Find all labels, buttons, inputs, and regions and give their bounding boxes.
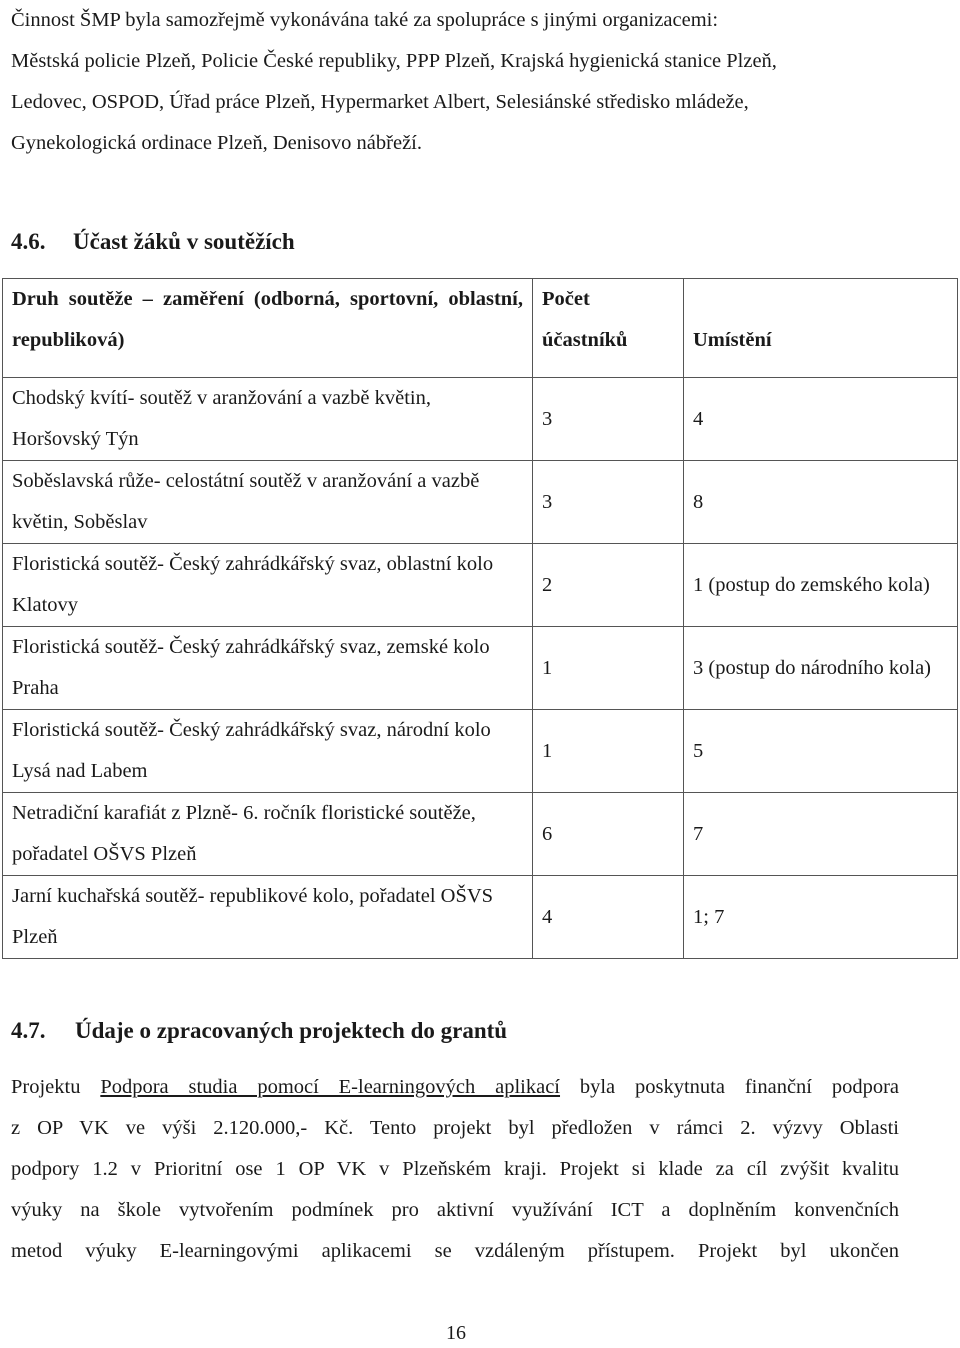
placement: 1; 7: [684, 876, 958, 959]
project-name-link[interactable]: Podpora studia pomocí E-learningových aplikací: [100, 1076, 561, 1098]
section-title: Údaje o zpracovaných projektech do grantů: [75, 1018, 508, 1043]
placement: 1 (postup do zemského kola): [684, 544, 958, 627]
section-number: 4.7.: [11, 1018, 46, 1043]
competition-name: Soběslavská růže- celostátní soutěž v aranžování a vazbě květin, Soběslav: [3, 461, 533, 544]
competitions-table: [2, 278, 958, 959]
placement: 4: [684, 378, 958, 461]
competition-name: Floristická soutěž- Český zahrádkářský svaz, zemské kolo Praha: [3, 627, 533, 710]
participant-count: 3: [533, 461, 684, 544]
participant-count: 6: [533, 793, 684, 876]
competition-name: Jarní kuchařská soutěž- republikové kolo, pořadatel OŠVS Plzeň: [3, 876, 533, 959]
table-row: [3, 461, 958, 544]
table-row: [3, 627, 958, 710]
competition-name: Netradiční karafiát z Plzně- 6. ročník floristické soutěže, pořadatel OŠVS Plzeň: [3, 793, 533, 876]
grant-line1-suffix: byla poskytnuta finanční podpora: [560, 1076, 900, 1098]
placement: 5: [684, 710, 958, 793]
participant-count: 4: [533, 876, 684, 959]
section-title: Účast žáků v soutěžích: [73, 229, 295, 254]
table-row: [3, 876, 958, 959]
table-row: [3, 378, 958, 461]
grant-line: výuky na škole vytvořením podmínek pro aktivní využívání ICT a doplněním konvenčních: [11, 1199, 899, 1221]
header-placement: [684, 279, 958, 378]
section-heading-competitions: [11, 229, 295, 255]
participant-count: 2: [533, 544, 684, 627]
header-competition-type: Druh soutěže – zaměření (odborná, sportovní, oblastní, republiková): [3, 279, 533, 378]
grant-line: z OP VK ve výši 2.120.000,- Kč. Tento projekt byl předložen v rámci 2. výzvy Oblasti: [11, 1117, 899, 1139]
competition-name: Chodský kvítí- soutěž v aranžování a vazbě květin, Horšovský Týn: [3, 378, 533, 461]
grant-line: [11, 1067, 899, 1108]
placement: 8: [684, 461, 958, 544]
competition-name: Floristická soutěž- Český zahrádkářský svaz, národní kolo Lysá nad Labem: [3, 710, 533, 793]
participant-count: 3: [533, 378, 684, 461]
table-row: [3, 793, 958, 876]
intro-line: Činnost ŠMP byla samozřejmě vykonávána také za spolupráce s jinými organizacemi:: [11, 9, 719, 31]
participant-count: 1: [533, 710, 684, 793]
header-count-line1: Počet: [542, 288, 590, 310]
participant-count: 1: [533, 627, 684, 710]
section-heading-grants: [11, 1018, 507, 1044]
header-placement-label: Umístění: [693, 329, 772, 351]
grant-paragraph: [11, 1067, 899, 1272]
header-count-line2: účastníků: [542, 329, 628, 351]
table-row: [3, 710, 958, 793]
page-number: 16: [446, 1322, 466, 1344]
grant-line: metod výuky E-learningovými aplikacemi se vzdáleným přístupem. Projekt byl ukončen: [11, 1240, 899, 1262]
table-header-row: [3, 279, 958, 378]
intro-line: Gynekologická ordinace Plzeň, Denisovo nábřeží.: [11, 132, 423, 154]
grant-line: podpory 1.2 v Prioritní ose 1 OP VK v Plzeňském kraji. Projekt si klade za cíl zvýšit kvalitu: [11, 1158, 899, 1180]
competition-name: Floristická soutěž- Český zahrádkářský svaz, oblastní kolo Klatovy: [3, 544, 533, 627]
section-number: 4.6.: [11, 229, 46, 254]
intro-line: Ledovec, OSPOD, Úřad práce Plzeň, Hypermarket Albert, Selesiánské středisko mládeže,: [11, 91, 749, 113]
intro-line: Městská policie Plzeň, Policie České republiky, PPP Plzeň, Krajská hygienická stanice Plzeň,: [11, 50, 777, 72]
intro-paragraph: [11, 0, 899, 164]
header-participant-count: [533, 279, 684, 378]
placement: 7: [684, 793, 958, 876]
placement: 3 (postup do národního kola): [684, 627, 958, 710]
grant-prefix: Projektu: [11, 1076, 101, 1098]
table-row: [3, 544, 958, 627]
